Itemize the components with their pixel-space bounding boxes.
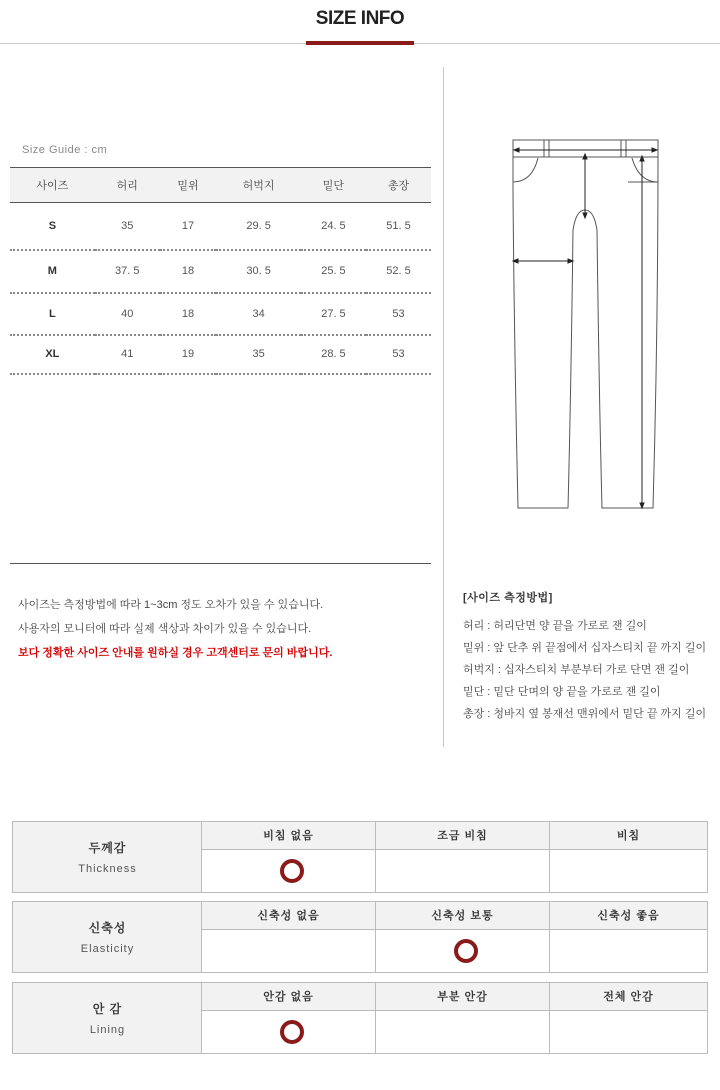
option-column	[376, 822, 550, 892]
hem-cell: 27. 5	[301, 293, 366, 335]
thigh-cell: 34	[216, 293, 301, 335]
option-header: 신축성 없음	[202, 902, 375, 930]
section-divider	[10, 563, 431, 564]
rise-cell: 17	[160, 203, 217, 250]
option-column	[550, 822, 707, 892]
size-guide-unit: Size Guide : cm	[22, 144, 108, 156]
length-cell: 53	[366, 293, 431, 335]
waist-cell: 40	[95, 293, 160, 335]
option-column	[202, 902, 376, 972]
thickness-label	[13, 822, 202, 892]
hem-cell: 25. 5	[301, 250, 366, 293]
note-line: 사이즈는 측정방법에 따라 1~3cm 정도 오차가 있을 수 있습니다.	[18, 599, 324, 611]
label-english: Thickness	[78, 863, 137, 875]
label-english: Elasticity	[80, 943, 135, 955]
measure-item-length: 총장 : 청바지 옆 봉재선 맨위에서 밑단 끝 까지 길이	[463, 708, 707, 720]
table-row	[10, 250, 431, 293]
size-cell: XL	[10, 335, 95, 374]
size-cell: L	[10, 293, 95, 335]
size-table	[10, 167, 431, 375]
size-cell: M	[10, 250, 95, 293]
rise-cell: 18	[160, 293, 217, 335]
measure-item-rise: 밑위 : 앞 단추 위 끝점에서 십자스티치 끝 까지 길이	[463, 642, 707, 654]
title-underline	[306, 41, 414, 45]
selected-circle-icon	[280, 1020, 304, 1044]
option-header: 조금 비침	[376, 822, 549, 850]
option-header: 부분 안감	[376, 983, 549, 1011]
thigh-cell: 30. 5	[216, 250, 301, 293]
page-header	[0, 0, 720, 46]
label-english: Lining	[89, 1024, 126, 1036]
pants-measurement-diagram	[500, 130, 670, 520]
option-column	[202, 822, 376, 892]
thigh-cell: 29. 5	[216, 203, 301, 250]
thigh-cell: 35	[216, 335, 301, 374]
option-header: 비침	[550, 822, 707, 850]
lining-label	[13, 983, 202, 1053]
measure-item-hem: 밑단 : 밑단 단며의 양 끝을 가로로 잰 길이	[463, 686, 661, 698]
label-korean: 신축성	[88, 921, 127, 935]
label-korean: 안 감	[92, 1002, 123, 1016]
hem-cell: 24. 5	[301, 203, 366, 250]
option-column	[202, 983, 376, 1053]
measure-item-thigh: 허벅지 : 십자스티치 부분부터 가로 단면 잰 길이	[463, 664, 690, 676]
col-header-waist: 허리	[95, 168, 160, 203]
col-header-length: 총장	[366, 168, 431, 203]
option-column	[376, 983, 550, 1053]
option-header: 안감 없음	[202, 983, 375, 1011]
option-header: 신축성 좋음	[550, 902, 707, 930]
page-title: SIZE INFO	[315, 8, 405, 29]
col-header-size: 사이즈	[10, 168, 95, 203]
col-header-hem: 밑단	[301, 168, 366, 203]
waist-cell: 37. 5	[95, 250, 160, 293]
hem-cell: 28. 5	[301, 335, 366, 374]
measure-item-waist: 허리 : 허리단면 양 끝을 가로로 잰 길이	[463, 620, 647, 632]
measurement-method-title: [사이즈 측정방법]	[463, 592, 553, 604]
elasticity-label	[13, 902, 202, 972]
waist-cell: 41	[95, 335, 160, 374]
rise-cell: 19	[160, 335, 217, 374]
option-column	[376, 902, 550, 972]
col-header-rise: 밑위	[160, 168, 217, 203]
option-column	[550, 983, 707, 1053]
option-column	[550, 902, 707, 972]
size-cell: S	[10, 203, 95, 250]
col-header-thigh: 허벅지	[216, 168, 301, 203]
elasticity-table	[12, 901, 708, 973]
thickness-table	[12, 821, 708, 893]
lining-table	[12, 982, 708, 1054]
column-divider	[443, 67, 444, 747]
table-row	[10, 203, 431, 250]
length-cell: 53	[366, 335, 431, 374]
length-cell: 52. 5	[366, 250, 431, 293]
size-table-header	[10, 168, 431, 203]
option-header: 신축성 보통	[376, 902, 549, 930]
option-header: 비침 없음	[202, 822, 375, 850]
customer-service-notice: 보다 정확한 사이즈 안내를 원하실 경우 고객센터로 문의 바랍니다.	[18, 647, 333, 659]
table-row	[10, 335, 431, 374]
table-row	[10, 293, 431, 335]
selected-circle-icon	[280, 859, 304, 883]
waist-cell: 35	[95, 203, 160, 250]
option-header: 전체 안감	[550, 983, 707, 1011]
note-line: 사용자의 모니터에 따라 실제 색상과 차이가 있을 수 있습니다.	[18, 623, 312, 635]
selected-circle-icon	[454, 939, 478, 963]
measurement-method	[463, 589, 706, 729]
label-korean: 두께감	[88, 841, 127, 855]
rise-cell: 18	[160, 250, 217, 293]
size-notes	[18, 598, 332, 670]
length-cell: 51. 5	[366, 203, 431, 250]
